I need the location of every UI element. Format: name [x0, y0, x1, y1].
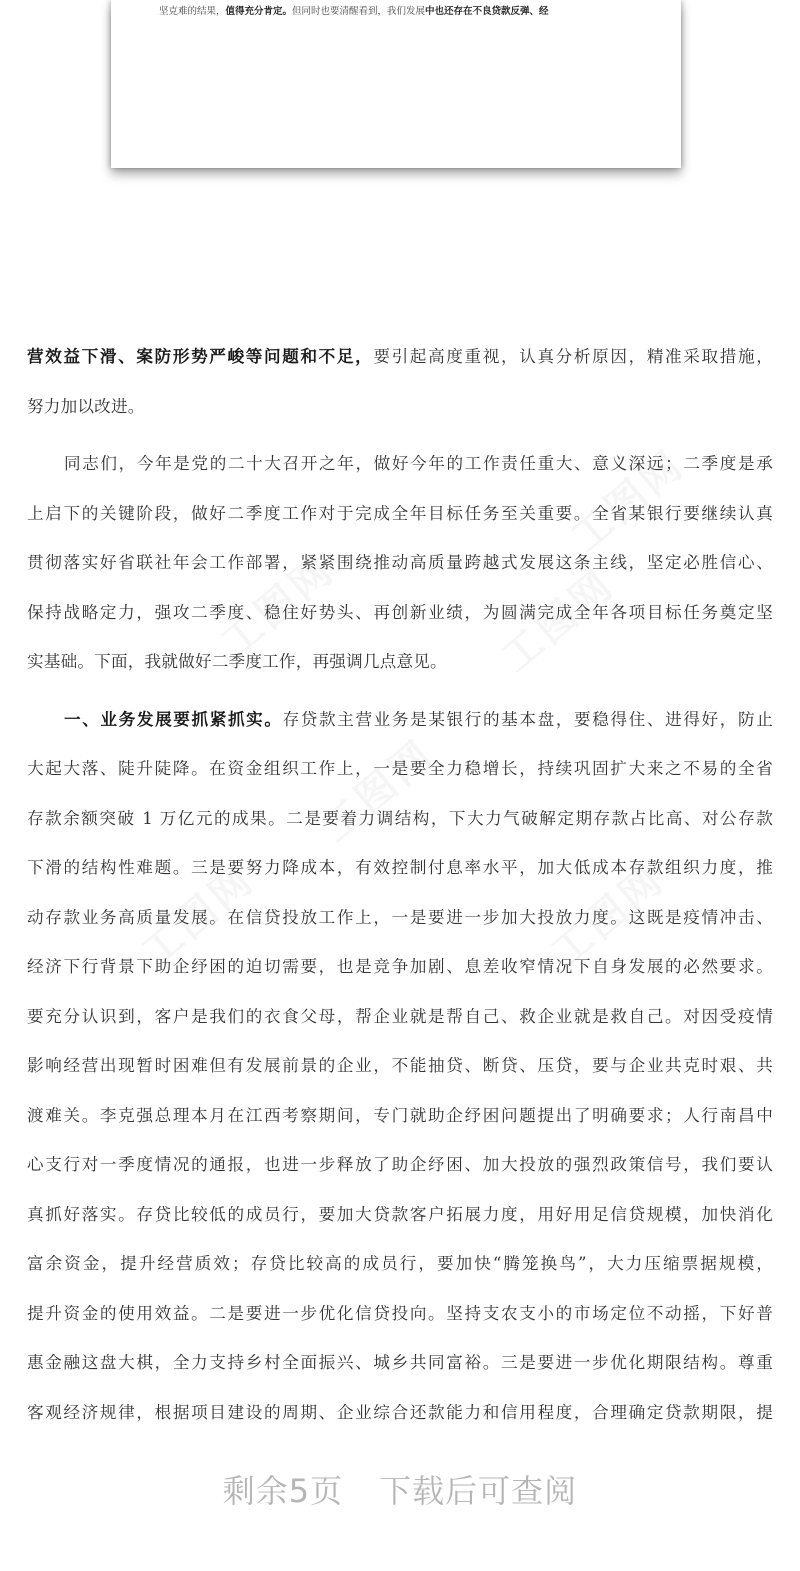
preview-text-line — [159, 5, 659, 19]
text-line: 上启下的关键阶段，做好二季度工作对于完成全年目标任务至关重要。全省某银行要继续认真 — [27, 503, 773, 523]
watermark: 工图网 — [492, 561, 624, 682]
text-line: 下滑的结构性难题。三是要努力降成本，有效控制付息率水平，加大低成本存款组织力度，推 — [27, 858, 773, 877]
watermark: 工图网 — [562, 441, 694, 562]
text-line: 存款余额突破 1 万亿元的成果。二是要着力调结构，下大力气破解定期存款占比高、对公存款 — [27, 808, 773, 828]
paragraph-first-line: 同志们，今年是党的二十大召开之年，做好今年的工作责任重大、意义深远；二季度是承 — [64, 454, 773, 473]
watermark: 工图网 — [312, 731, 444, 852]
watermark: 工图网 — [132, 856, 264, 977]
watermark: 工图网 — [542, 856, 674, 977]
text-line: 客观经济规律，根据项目建设的周期、企业综合还款能力和信用程度，合理确定贷款期限，提 — [27, 1402, 773, 1422]
remaining-pages-text: 剩余5页 — [222, 1472, 344, 1510]
watermark: 工图网 — [212, 546, 344, 667]
text: 要引起高度重视，认真分析原因，精准采取措施， — [373, 347, 773, 366]
bold-text: 营效益下滑、案防形势严峻等问题和不足， — [27, 346, 374, 366]
text-line: 心支行对一季度情况的通报，也进一步释放了助企纾困、加大投放的强烈政策信号，我们要认 — [27, 1155, 773, 1174]
text: 存贷款主营业务是某银行的基本盘，要稳得住、进得好，防止 — [282, 709, 773, 729]
text-line: 渡难关。李克强总理本月在江西考察期间，专门就助企纾困问题提出了明确要求；人行南昌中 — [27, 1105, 773, 1125]
preview-text: 坚克难的结果， — [159, 6, 226, 17]
text-line: 大起大落、陡升陡降。在资金组织工作上，一是要全力稳增长，持续巩固扩大来之不易的全省 — [27, 759, 773, 778]
document-body — [27, 332, 773, 1437]
text-line: 真抓好落实。存贷比较低的成员行，要加大贷款客户拓展力度，用好用足信贷规模，加快消化 — [27, 1204, 773, 1224]
preview-bold-text: 值得充分肯定。 — [225, 6, 293, 17]
text-line: 保持战略定力，强攻二季度、稳住好势头、再创新业绩，为圆满完成全年各项目标任务奠定坚 — [27, 602, 773, 622]
text-line: 努力加以改进。 — [27, 396, 145, 416]
text-line: 实基础。下面，我就做好二季度工作，再强调几点意见。 — [27, 652, 447, 671]
text-line — [27, 332, 773, 382]
preview-text: 但同时也要清醒看到，我们发展 — [292, 6, 426, 17]
download-to-view-text: 下载后可查阅 — [379, 1472, 578, 1510]
preview-bold-text: 中也还存在不良贷款反弹、经 — [425, 6, 549, 17]
text-line: 富余资金，提升经营质效；存贷比较高的成员行，要加快“腾笼换鸟”，大力压缩票据规模， — [27, 1254, 773, 1273]
remaining-pages-banner[interactable] — [0, 1466, 800, 1512]
text-line: 惠金融这盘大棋，全力支持乡村全面振兴、城乡共同富裕。三是要进一步优化期限结构。尊重 — [27, 1353, 773, 1372]
text-line: 提升资金的使用效益。二是要进一步优化信贷投向。坚持支农支小的市场定位不动摇，下好普 — [27, 1303, 773, 1323]
section-heading: 一、业务发展要抓紧抓实。 — [64, 708, 283, 729]
text-line: 经济下行背景下助企纾困的迫切需要，也是竞争加剧、息差收窄情况下自身发展的必然要求。 — [27, 957, 773, 976]
text-line: 影响经营出现暂时困难但有发展前景的企业，不能抽贷、断贷、压贷，要与企业共克时艰、共 — [27, 1056, 773, 1075]
text-line: 要充分认识到，客户是我们的衣食父母，帮企业就是帮自己、救企业就是救自己。对因受疫情 — [27, 1006, 773, 1026]
section-heading-line — [27, 695, 773, 745]
preview-page-card — [111, 0, 681, 168]
text-line: 动存款业务高质量发展。在信贷投放工作上，一是要进一步加大投放力度。这既是疫情冲击、 — [27, 907, 773, 927]
text-line: 贯彻落实好省联社年会工作部署，紧紧围绕推动高质量跨越式发展这条主线，坚定必胜信心、 — [27, 553, 773, 572]
